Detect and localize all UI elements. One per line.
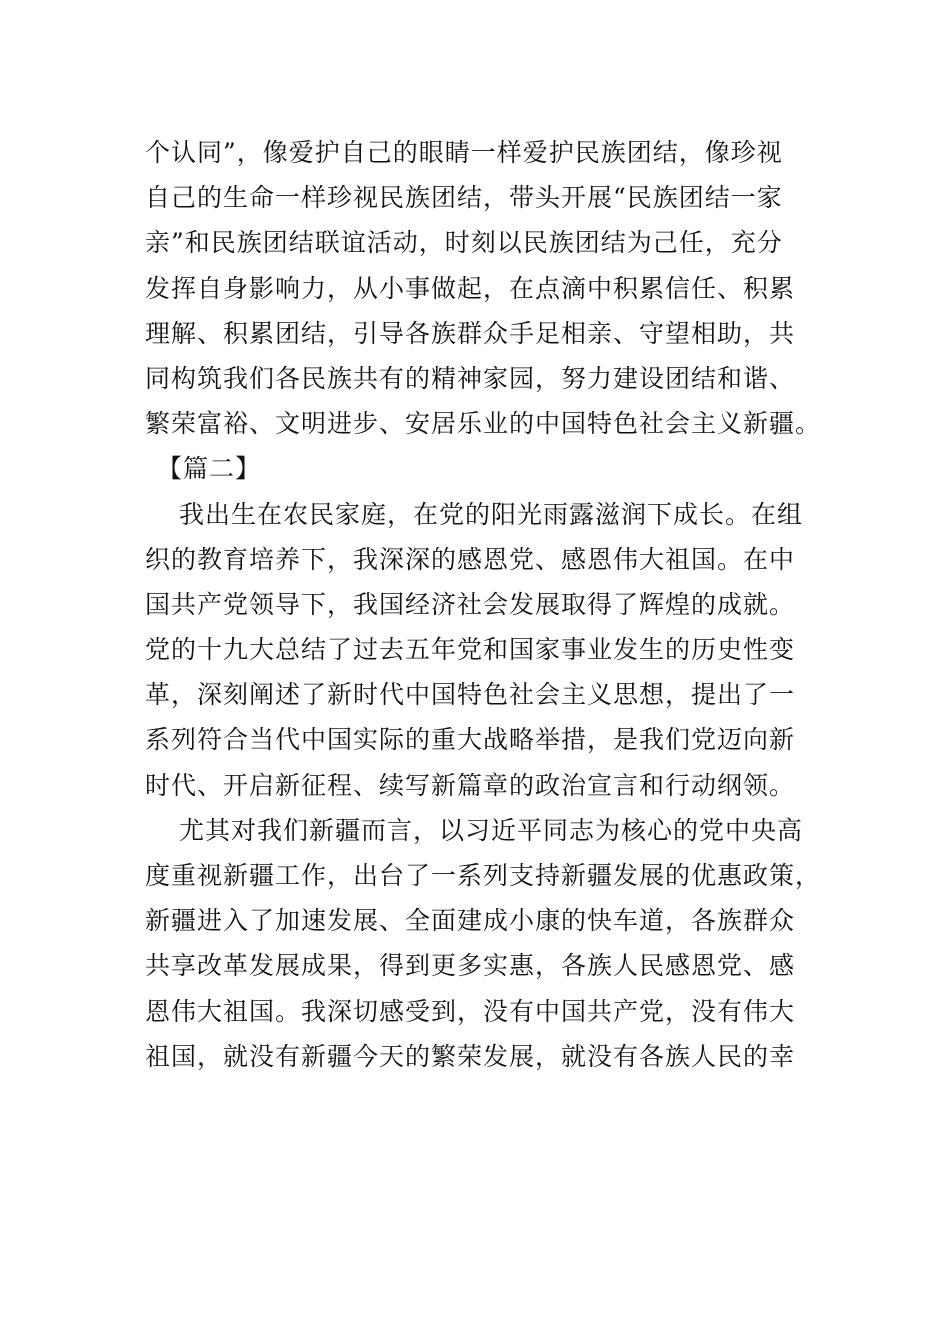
paragraph-2 bbox=[145, 492, 815, 808]
text-line: 度重视新疆工作，出台了一系列支持新疆发展的优惠政策， bbox=[145, 861, 822, 890]
text-line: 革，深刻阐述了新时代中国特色社会主义思想，提出了一 bbox=[145, 680, 796, 710]
text-line: 尤其对我们新疆而言，以习近平同志为核心的党中央高 bbox=[179, 815, 804, 845]
text-line: 系列符合当代中国实际的重大战略举措，是我们党迈向新 bbox=[145, 725, 796, 755]
text-line: 我出生在农民家庭，在党的阳光雨露滋润下成长。在组 bbox=[179, 499, 804, 529]
text-line: 新疆进入了加速发展、全面建成小康的快车道，各族群众 bbox=[145, 906, 796, 936]
text-line: 时代、开启新征程、续写新篇章的政治宣言和行动纲领。 bbox=[145, 770, 796, 800]
text-line: 自己的生命一样珍视民族团结，带头开展“民族团结一家 bbox=[145, 183, 783, 213]
text-line: 繁荣富裕、文明进步、安居乐业的中国特色社会主义新疆。 bbox=[145, 409, 822, 439]
paragraph-1 bbox=[145, 130, 822, 446]
text-line: 国共产党领导下，我国经济社会发展取得了辉煌的成就。 bbox=[145, 589, 796, 619]
text-line: 共享改革发展成果，得到更多实惠，各族人民感恩党、感 bbox=[145, 951, 796, 981]
text-line: 理解、积累团结，引导各族群众手足相亲、守望相助，共 bbox=[145, 318, 796, 348]
text-line: 亲”和民族团结联谊活动，时刻以民族团结为己任，充分 bbox=[145, 228, 783, 258]
text-line: 祖国，就没有新疆今天的繁荣发展，就没有各族人民的幸 bbox=[145, 1041, 796, 1071]
text-line: 个认同”，像爱护自己的眼睛一样爱护民族团结，像珍视 bbox=[145, 138, 783, 167]
text-line: 织的教育培养下，我深深的感恩党、感恩伟大祖国。在中 bbox=[145, 544, 796, 574]
paragraph-3 bbox=[145, 808, 822, 1079]
text-line: 同构筑我们各民族共有的精神家园，努力建设团结和谐、 bbox=[145, 363, 796, 393]
section-heading: 【篇二】 bbox=[157, 454, 262, 484]
text-line: 党的十九大总结了过去五年党和国家事业发生的历史性变 bbox=[145, 635, 796, 665]
text-line: 发挥自身影响力，从小事做起，在点滴中积累信任、积累 bbox=[145, 273, 796, 303]
text-line: 恩伟大祖国。我深切感受到，没有中国共产党，没有伟大 bbox=[145, 996, 796, 1026]
document-body bbox=[145, 130, 822, 1079]
